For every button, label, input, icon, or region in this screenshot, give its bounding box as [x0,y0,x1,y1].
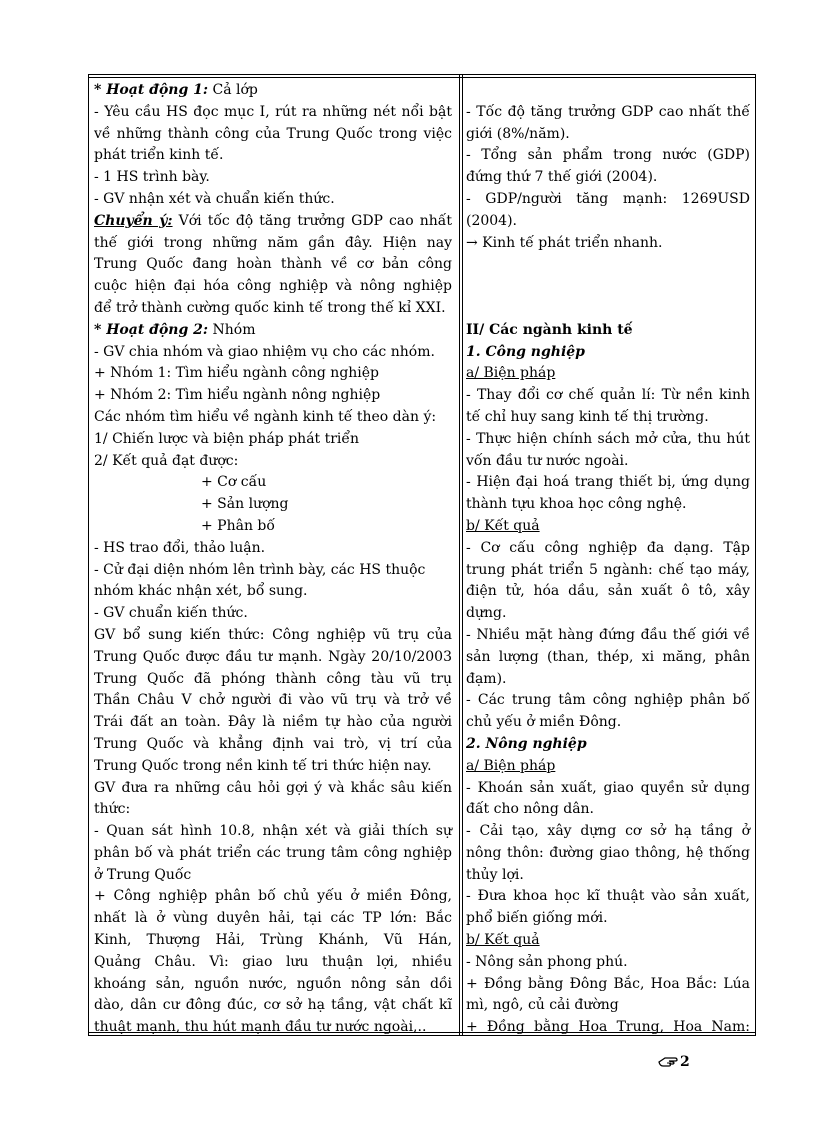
text-line: cuộc hiện đại hóa công nghiệp và nông nghiệp [94,278,452,295]
content-column [466,80,750,1039]
text-line: Trung Quốc được đầu tư mạnh. Ngày 20/10/2003 [94,648,452,665]
activity-1-heading: * Hoạt động 1: Cả lớp [94,82,258,98]
text-line: dựng. [466,605,507,622]
text-line: đứng thứ 7 thế giới (2004). [466,169,658,186]
table-top-rule [89,77,755,78]
text-line: - GV chuẩn kiến thức. [94,605,248,622]
text-line: nhóm khác nhận xét, bổ sung. [94,583,308,600]
text-line: 1/ Chiến lược và biện pháp phát triển [94,430,360,447]
text-line: Trái đất an toàn. Đây là niềm tự hào của người [94,714,452,731]
text-line: - GDP/người tăng mạnh: 1269USD [466,190,750,207]
section-heading: II/ Các ngành kinh tế [466,321,633,338]
text-line: Các nhóm tìm hiểu về ngành kinh tế theo dàn ý: [94,408,437,425]
text-line: - Tốc độ tăng trưởng GDP cao nhất thế [466,103,750,120]
sub-heading: b/ Kết quả [466,932,540,949]
text-line: + Nhóm 1: Tìm hiểu ngành công nghiệp [94,365,380,382]
lesson-table [88,74,756,1036]
text-line: Trung Quốc trong nền kinh tế tri thức hiện nay. [94,757,432,774]
text-line: - Tổng sản phẩm trong nước (GDP) [466,147,750,164]
subsection-heading: 2. Nông nghiệp [466,735,587,752]
text-line: vốn đầu tư nước ngoài. [466,452,629,469]
text-line: để trở thành cường quốc kinh tế trong thế kỉ XXI. [94,299,446,316]
text-line: thủy lợi. [466,866,524,883]
text-line: đạm). [466,670,507,687]
text-line: - Quan sát hình 10.8, nhận xét và giải thích sự [94,823,452,840]
text-line: chủ yếu ở miền Đông. [466,714,622,731]
sub-heading: a/ Biện pháp [466,365,556,382]
text-line: Trung Quốc đã phóng thành công tàu vũ trụ [94,670,452,687]
text-line: dào, dân cư đông đúc, cơ sở hạ tầng, vật chất kĩ [94,997,452,1014]
text-line: - Đưa khoa học kĩ thuật vào sản xuất, [466,888,750,905]
text-line: GV bổ sung kiến thức: Công nghiệp vũ trụ của [94,626,452,643]
text-line: - Các trung tâm công nghiệp phân bố [466,692,750,709]
text-line: phổ biến giống mới. [466,910,608,927]
text-line: + Đồng bằng Hoa Trung, Hoa Nam: [466,1019,750,1036]
transition-line: Chuyển ý: Với tốc độ tăng trưởng GDP cao nhất [94,212,452,229]
sub-heading: a/ Biện pháp [466,757,556,774]
outline-item: + Cơ cấu [201,474,267,491]
text-line: → Kinh tế phát triển nhanh. [466,234,663,251]
outline-item: + Sản lượng [201,496,289,513]
text-line: - GV nhận xét và chuẩn kiến thức. [94,190,335,207]
hand-pointer-icon [658,1056,678,1068]
text-line: Trung Quốc và khẳng định vai trò, vị trí của [94,735,452,752]
text-line: về những thành công của Trung Quốc trong việc [94,125,452,142]
text-line: Kinh, Thượng Hải, Trùng Khánh, Vũ Hán, [94,932,452,949]
text-line: - 1 HS trình bày. [94,169,210,186]
text-line: - Nông sản phong phú. [466,953,628,970]
text-line: + Nhóm 2: Tìm hiểu ngành nông nghiệp [94,387,381,404]
text-line: - Cơ cấu công nghiệp đa dạng. Tập [466,539,750,556]
transition-label: Chuyển ý: [94,212,173,229]
text-line: - GV chia nhóm và giao nhiệm vụ cho các nhóm. [94,343,435,360]
page-footer [658,1054,690,1070]
text-line: nông thôn: đường giao thông, hệ thống [466,844,750,861]
text-line: - Thay đổi cơ chế quản lí: Từ nền kinh [466,387,750,404]
text-line: phát triển kinh tế. [94,147,224,164]
text-line: - Hiện đại hoá trang thiết bị, ứng dụng [466,474,750,491]
text-line: mì, ngô, củ cải đường [466,997,619,1014]
activities-column [94,80,452,1039]
text-line: 2/ Kết quả đạt được: [94,452,239,469]
text-line: GV đưa ra những câu hỏi gợi ý và khắc sâu kiến [94,779,452,796]
page-number: 2 [680,1054,690,1070]
text-line: sản lượng (than, thép, xi măng, phân [466,648,750,665]
text-line: Quảng Châu. Vì: giao lưu thuận lợi, nhiều [94,953,452,970]
text-line: điện tử, hóa dầu, sản xuất ô tô, xây [466,583,750,600]
text-line: Thần Châu V chở người đi vào vũ trụ và trở về [94,692,452,709]
text-line: phân bố và phát triển các trung tâm công nghiệp [94,844,452,861]
text-line: - Khoán sản xuất, giao quyền sử dụng [466,779,750,796]
text-line: nhất là ở vùng duyên hải, tại các TP lớn: Bắc [94,910,452,927]
text-line: thành tựu khoa học công nghệ. [466,496,687,513]
text-line: ở Trung Quốc [94,866,192,883]
text-line: tế chỉ huy sang kinh tế thị trường. [466,408,709,425]
outline-item: + Phân bố [201,517,275,534]
text-line: đất cho nông dân. [466,801,595,818]
text-line: trung phát triển 5 ngành: chế tạo máy, [466,561,750,578]
text-line: - Cải tạo, xây dựng cơ sở hạ tầng ở [466,823,750,840]
text-line: giới (8%/năm). [466,125,570,142]
text-line: - HS trao đổi, thảo luận. [94,539,266,556]
text-line: (2004). [466,212,518,229]
text-line: + Đồng bằng Đông Bắc, Hoa Bắc: Lúa [466,975,750,992]
text-line: - Nhiều mặt hàng đứng đầu thế giới về [466,626,750,643]
sub-heading: b/ Kết quả [466,517,540,534]
subsection-heading: 1. Công nghiệp [466,343,585,360]
text-line: khoáng sản, nguồn nước, nguồn nông sản dồi [94,975,452,992]
text-line: - Thực hiện chính sách mở cửa, thu hút [466,430,750,447]
text-line: thế giới trong những năm gần đây. Hiện nay [94,234,452,251]
text-line: Trung Quốc đang hoàn thành về cơ bản công [94,256,452,273]
column-divider [459,75,463,1035]
text-line: - Cử đại diện nhóm lên trình bày, các HS thuộc [94,561,426,578]
activity-2-heading: * Hoạt động 2: Nhóm [94,321,256,338]
text-line: thuật mạnh, thu hút mạnh đầu tư nước ngoài,.. [94,1019,427,1036]
text-line: + Công nghiệp phân bố chủ yếu ở miền Đông, [94,888,452,905]
text-line: thức: [94,801,131,818]
text-line: - Yêu cầu HS đọc mục I, rút ra những nét nổi bật [94,103,452,120]
